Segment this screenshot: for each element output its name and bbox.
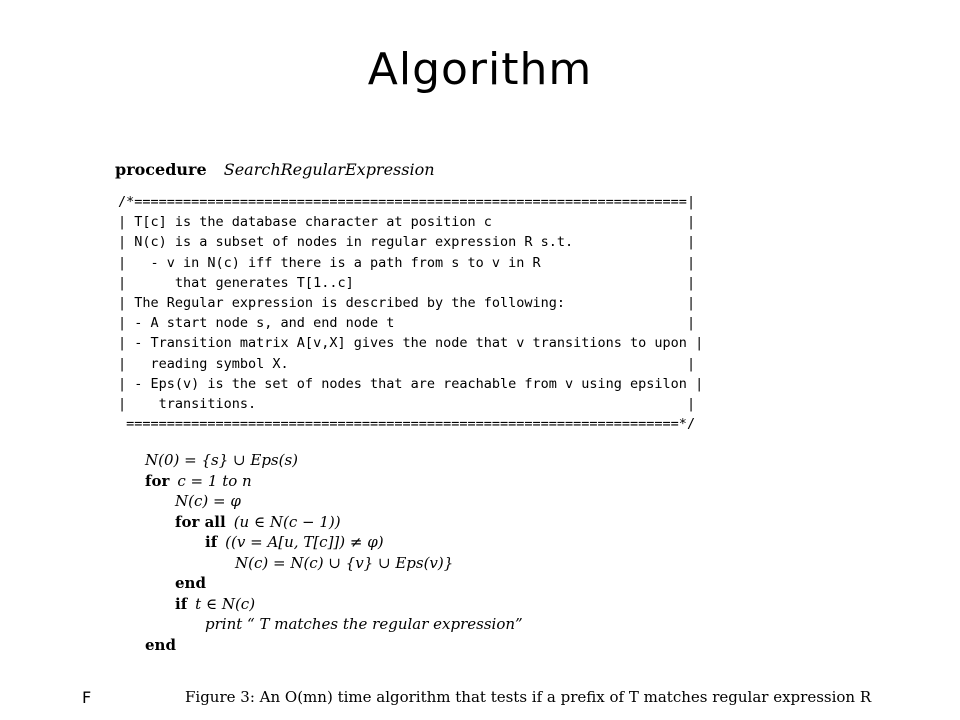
algorithm-line (145, 471, 523, 492)
algorithm-line (145, 450, 523, 471)
algorithm-line (145, 491, 523, 512)
algorithm-expression: N(c) = N(c) ∪ {v} ∪ Eps(v)} (235, 553, 454, 572)
algorithm-line (145, 512, 523, 533)
slide-title: Algorithm (367, 44, 593, 95)
algorithm-keyword: if (175, 594, 188, 613)
comment-line: | N(c) is a subset of nodes in regular expression R s.t. | (118, 234, 696, 251)
algorithm-keyword: end (175, 574, 206, 592)
comment-line: | reading symbol X. | (118, 355, 696, 372)
comment-line: ====================================================================*/ (118, 416, 696, 433)
procedure-keyword: procedure (115, 160, 207, 179)
figure-caption: Figure 3: An O(mn) time algorithm that tests if a prefix of T matches regular expression R (185, 688, 872, 706)
comment-line: | - Eps(v) is the set of nodes that are reachable from v using epsilon | (118, 375, 704, 392)
procedure-name: SearchRegularExpression (223, 160, 435, 179)
algorithm-keyword: if (205, 533, 218, 551)
algorithm-line (145, 594, 523, 615)
algorithm-line (145, 573, 523, 594)
comment-line: | T[c] is the database character at position c | (118, 214, 696, 231)
algorithm-expression: print “ T matches the regular expression” (205, 615, 523, 633)
comment-line: | - v in N(c) iff there is a path from s to v in R | (118, 254, 696, 271)
algorithm-line (145, 635, 523, 656)
algorithm-expression: N(c) = φ (175, 492, 241, 510)
algorithm-expression: c = 1 to n (177, 471, 252, 490)
comment-line: /*====================================================================| (118, 194, 696, 210)
algorithm-line (145, 553, 523, 574)
comment-block (118, 192, 703, 434)
algorithm-expression: N(0) = {s} ∪ Eps(s) (145, 451, 299, 469)
comment-line: | - A start node s, and end node t | (118, 315, 696, 332)
algorithm-line (145, 614, 523, 635)
comment-line: | transitions. | (118, 395, 696, 412)
algorithm-expression: (u ∈ N(c − 1)) (233, 512, 341, 531)
comment-line: | - Transition matrix A[v,X] gives the node that v transitions to upon | (118, 335, 704, 352)
algorithm-keyword: end (145, 635, 176, 654)
footer-text: F (82, 688, 92, 707)
algorithm-keyword: for (145, 471, 170, 490)
algorithm-expression: ((v = A[u, T[c]]) ≠ φ) (225, 533, 384, 551)
comment-line: | The Regular expression is described by the following: | (118, 294, 696, 311)
comment-line: | that generates T[1..c] | (118, 274, 696, 291)
algorithm-body (145, 450, 523, 655)
algorithm-expression: t ∈ N(c) (195, 594, 256, 613)
algorithm-keyword: for all (175, 512, 226, 531)
procedure-header (115, 160, 435, 179)
algorithm-line (145, 532, 523, 553)
